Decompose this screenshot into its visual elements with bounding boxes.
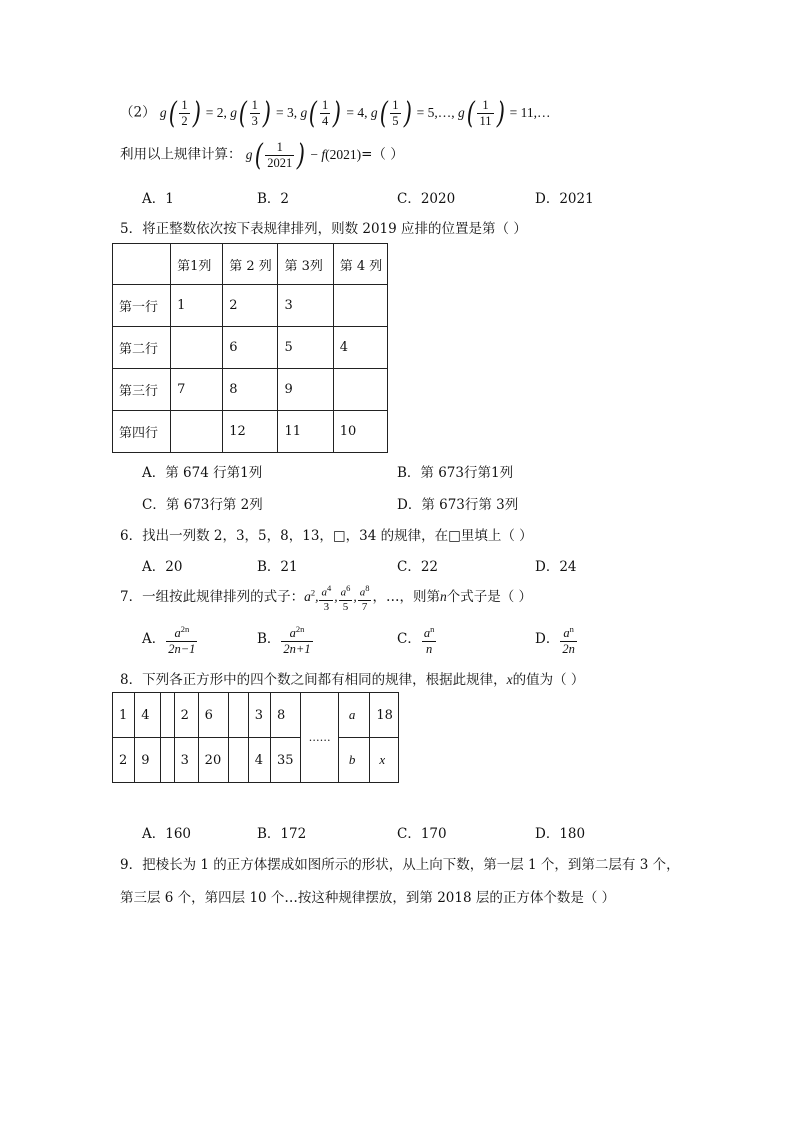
g-term-1: g( $\frac{1}{2}$ ) = 2, bbox=[159, 95, 231, 131]
q5-cell bbox=[171, 327, 223, 369]
q8-table bbox=[112, 692, 399, 783]
q7-stem bbox=[120, 582, 532, 614]
q5-option-b[interactable]: B．第 673行第1列 bbox=[397, 465, 514, 481]
q4-compute-expr: g( $\frac{1}{2021}$ ) − f(2021) bbox=[245, 137, 362, 173]
q5-cell: 12 bbox=[223, 411, 278, 453]
q8-gap bbox=[228, 738, 248, 783]
q8-option-d[interactable]: D．180 bbox=[535, 826, 586, 842]
q7-stem-n: n bbox=[439, 588, 447, 604]
q8-cell-b: b bbox=[338, 738, 370, 783]
q5-row-label: 第三行 bbox=[113, 369, 171, 411]
q8-cell-x: x bbox=[370, 738, 399, 783]
q6-option-a[interactable]: A．20 bbox=[142, 559, 183, 575]
q5-cell: 7 bbox=[171, 369, 223, 411]
q8-option-b[interactable]: B．172 bbox=[257, 826, 307, 842]
q8-stem-suffix: 的值为（ ） bbox=[512, 672, 585, 688]
q7-stem-suffix: ，…，则第 bbox=[372, 588, 440, 605]
q5-option-d[interactable]: D．第 673行第 3列 bbox=[397, 497, 519, 513]
q8-gap bbox=[228, 693, 248, 738]
q5-row-label: 第二行 bbox=[113, 327, 171, 369]
q8-option-c[interactable]: C．170 bbox=[397, 826, 447, 842]
q4-compute-line bbox=[120, 137, 404, 173]
q5-cell bbox=[171, 411, 223, 453]
q8-cell: 6 bbox=[198, 693, 228, 738]
q9-line-2: 第三层 6 个，第四层 10 个…按这种规律摆放，到第 2018 层的正方体个数是（ ） bbox=[120, 890, 616, 906]
q5-table bbox=[112, 243, 388, 453]
q8-cell: 1 bbox=[113, 693, 135, 738]
q7-option-b[interactable]: B． $\frac{a^{2n}}{2n+1}$ bbox=[257, 624, 311, 657]
g-term-4: g( $\frac{1}{5}$ ) = 5,…, bbox=[370, 95, 459, 131]
q6-option-c[interactable]: C．22 bbox=[397, 559, 439, 575]
q5-row-label: 第四行 bbox=[113, 411, 171, 453]
q6-option-b[interactable]: B．21 bbox=[257, 559, 298, 575]
q4-part-label: （2） bbox=[120, 104, 156, 121]
q5-cell: 8 bbox=[223, 369, 278, 411]
g-term-2: g( $\frac{1}{3}$ ) = 3, bbox=[230, 95, 301, 131]
q4-option-d[interactable]: D．2021 bbox=[535, 191, 594, 207]
q4-option-c[interactable]: C．2020 bbox=[397, 191, 456, 207]
q5-header-cell: 第 2 列 bbox=[223, 244, 278, 285]
q5-cell: 3 bbox=[278, 285, 333, 327]
q4-option-b[interactable]: B．2 bbox=[257, 191, 290, 207]
q5-cell: 10 bbox=[333, 411, 387, 453]
q5-option-a[interactable]: A．第 674 行第1列 bbox=[142, 465, 263, 481]
g-term-5: g( $\frac{1}{11}$ ) = 11,… bbox=[458, 95, 551, 131]
q8-cell: 4 bbox=[135, 693, 161, 738]
q5-cell: 6 bbox=[223, 327, 278, 369]
q6-option-d[interactable]: D．24 bbox=[535, 559, 577, 575]
q8-cell: 20 bbox=[198, 738, 228, 783]
q5-cell: 1 bbox=[171, 285, 223, 327]
q8-stem-x: x bbox=[506, 672, 513, 687]
q8-cell: 4 bbox=[248, 738, 270, 783]
q5-cell: 9 bbox=[278, 369, 333, 411]
g-term-3: g( $\frac{1}{4}$ ) = 4, bbox=[300, 95, 371, 131]
q5-header-cell bbox=[113, 244, 171, 285]
q7-stem-end: 个式子是（ ） bbox=[446, 588, 533, 605]
q8-gap bbox=[161, 738, 174, 783]
q5-cell bbox=[333, 369, 387, 411]
q8-option-a[interactable]: A．160 bbox=[142, 826, 192, 842]
q8-dots: …… bbox=[301, 693, 339, 783]
q8-cell: 18 bbox=[370, 693, 399, 738]
q5-stem: 5．将正整数依次按下表规律排列，则数 2019 应排的位置是第（ ） bbox=[120, 221, 527, 237]
q8-gap bbox=[161, 693, 174, 738]
q8-cell: 2 bbox=[174, 693, 198, 738]
q8-cell: 2 bbox=[113, 738, 135, 783]
q8-stem-prefix: 8．下列各正方形中的四个数之间都有相同的规律，根据此规律， bbox=[120, 672, 507, 688]
q5-row-label: 第一行 bbox=[113, 285, 171, 327]
q4-compute-prefix: 利用以上规律计算： bbox=[120, 146, 242, 163]
q4-g-terms-line bbox=[120, 95, 551, 131]
q5-header-cell: 第 4 列 bbox=[333, 244, 387, 285]
q7-option-d[interactable]: D． $\frac{a^n}{2n}$ bbox=[535, 624, 575, 657]
q8-cell: 9 bbox=[135, 738, 161, 783]
q8-cell: 3 bbox=[174, 738, 198, 783]
q6-stem: 6．找出一列数 2，3，5，8，13，□，34 的规律，在□里填上（ ） bbox=[120, 528, 533, 544]
q8-cell: 3 bbox=[248, 693, 270, 738]
q5-cell: 11 bbox=[278, 411, 333, 453]
q5-header-cell: 第 3列 bbox=[278, 244, 333, 285]
q9-line-1: 9．把棱长为 1 的正方体摆成如图所示的形状，从上向下数，第一层 1 个，到第二层有 3 个， bbox=[120, 857, 680, 873]
q4-compute-suffix: =（ ） bbox=[361, 146, 404, 163]
q4-option-a[interactable]: A．1 bbox=[142, 191, 174, 207]
q5-cell bbox=[333, 285, 387, 327]
q7-stem-prefix: 7．一组按此规律排列的式子： bbox=[120, 588, 305, 605]
q5-option-c[interactable]: C．第 673行第 2列 bbox=[142, 497, 263, 513]
q5-cell: 4 bbox=[333, 327, 387, 369]
q5-header-cell: 第1列 bbox=[171, 244, 223, 285]
q8-cell: 8 bbox=[270, 693, 300, 738]
q7-option-a[interactable]: A． $\frac{a^{2n}}{2n-1}$ bbox=[142, 624, 196, 657]
q8-cell-a: a bbox=[338, 693, 370, 738]
q7-option-c[interactable]: C． $\frac{a^n}{n}$ bbox=[397, 624, 435, 657]
q8-cell: 35 bbox=[270, 738, 300, 783]
q8-stem bbox=[120, 668, 584, 688]
q7-sequence: $a^2$, $\frac{a^4}{3}$ , $\frac{a^6}{5}$ , $\frac{a^8}{7}$ bbox=[304, 583, 370, 613]
q5-cell: 5 bbox=[278, 327, 333, 369]
q5-cell: 2 bbox=[223, 285, 278, 327]
